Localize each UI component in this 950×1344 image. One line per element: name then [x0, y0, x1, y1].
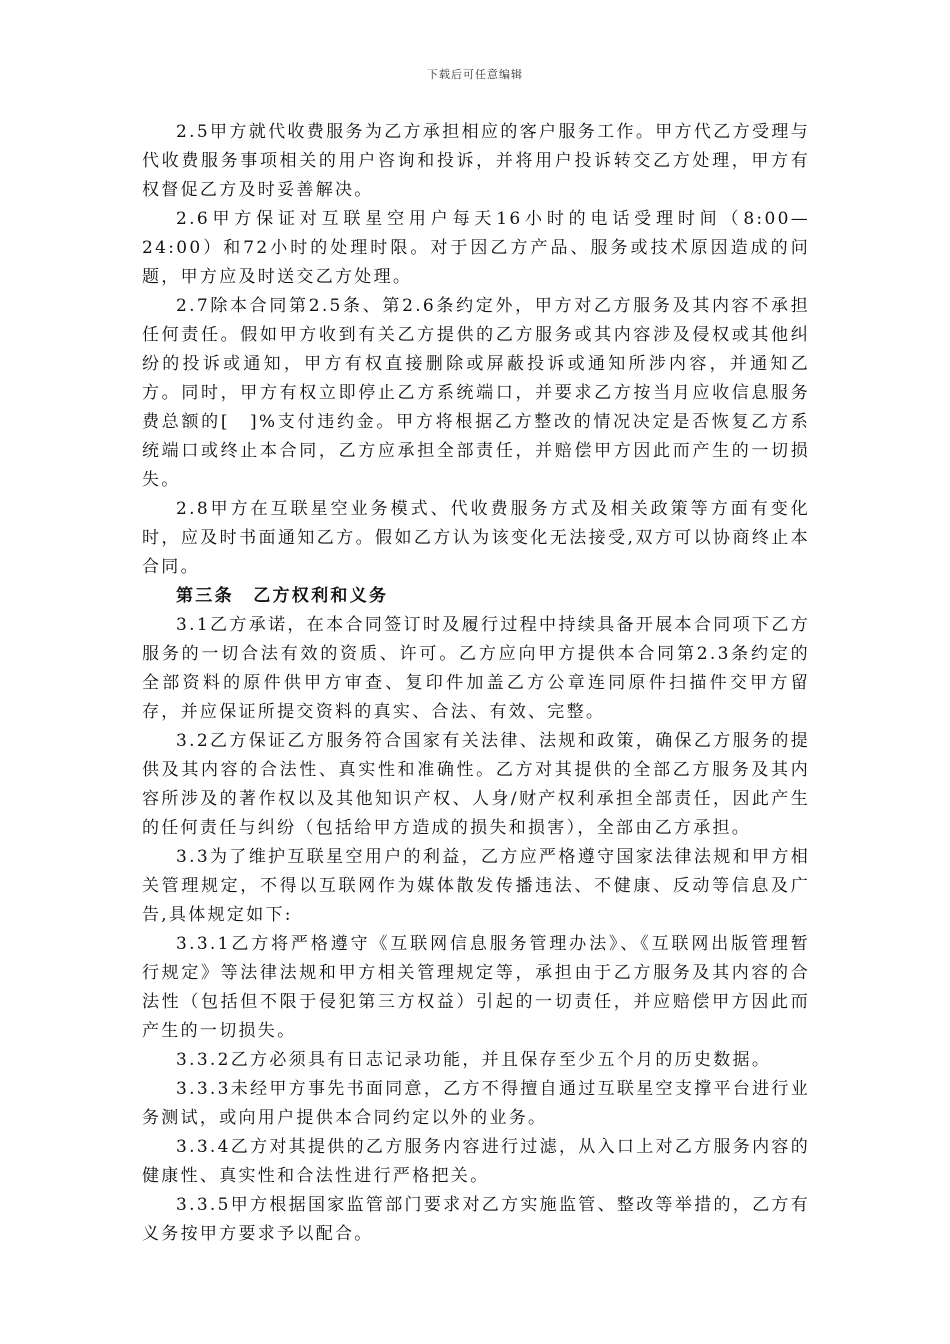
article-3-heading: 第三条 乙方权利和义务 [176, 586, 389, 606]
clause-3-1: 3.1乙方承诺，在本合同签订时及履行过程中持续具备开展本合同项下乙方服务的一切合法有效的资质、许可。乙方应向甲方提供本合同第2.3条约定的全部资料的原件供甲方审查、复印件加盖乙方公章连同原件扫描件交甲方留存，并应保证所提交资料的真实、合法、有效、完整。 [142, 615, 810, 722]
clause-3-3-1: 3.3.1乙方将严格遵守《互联网信息服务管理办法》、《互联网出版管理暂行规定》等法律法规和甲方相关管理规定等，承担由于乙方服务及其内容的合法性（包括但不限于侵犯第三方权益）引起的一切责任，并应赔偿甲方因此而产生的一切损失。 [142, 934, 810, 1041]
clause-3-3-2: 3.3.2乙方必须具有日志记录功能，并且保存至少五个月的历史数据。 [176, 1050, 772, 1070]
clause-3-3-5: 3.3.5甲方根据国家监管部门要求对乙方实施监管、整改等举措的，乙方有义务按甲方要求予以配合。 [142, 1195, 810, 1244]
clause-2-7: 2.7除本合同第2.5条、第2.6条约定外，甲方对乙方服务及其内容不承担任何责任。假如甲方收到有关乙方提供的乙方服务或其内容涉及侵权或其他纠纷的投诉或通知，甲方有权直接删除或屏蔽投诉或通知所涉内容，并通知乙方。同时，甲方有权立即停止乙方系统端口，并要求乙方按当月应收信息服务费总额的[ ]%支付违约金。甲方将根据乙方整改的情况决定是否恢复乙方系统端口或终止本合同，乙方应承担全部责任，并赔偿甲方因此而产生的一切损失。 [142, 296, 810, 490]
page-header-note: 下载后可任意编辑 [427, 68, 523, 81]
clause-3-3-4: 3.3.4乙方对其提供的乙方服务内容进行过滤，从入口上对乙方服务内容的健康性、真实性和合法性进行严格把关。 [142, 1137, 810, 1186]
clause-2-8: 2.8甲方在互联星空业务模式、代收费服务方式及相关政策等方面有变化时，应及时书面通知乙方。假如乙方认为该变化无法接受,双方可以协商终止本合同。 [142, 499, 810, 577]
clause-3-3: 3.3为了维护互联星空用户的利益，乙方应严格遵守国家法律法规和甲方相关管理规定，不得以互联网作为媒体散发传播违法、不健康、反动等信息及广告,具体规定如下: [142, 847, 810, 925]
clause-3-2: 3.2乙方保证乙方服务符合国家有关法律、法规和政策，确保乙方服务的提供及其内容的合法性、真实性和准确性。乙方对其提供的全部乙方服务及其内容所涉及的著作权以及其他知识产权、人身/财产权利承担全部责任，因此产生的任何责任与纠纷（包括给甲方造成的损失和损害），全部由乙方承担。 [142, 731, 810, 838]
clause-3-3-3: 3.3.3未经甲方事先书面同意，乙方不得擅自通过互联星空支撑平台进行业务测试，或向用户提供本合同约定以外的业务。 [142, 1079, 810, 1128]
clause-2-6: 2.6甲方保证对互联星空用户每天16小时的电话受理时间（8:00—24:00）和72小时的处理时限。对于因乙方产品、服务或技术原因造成的问题，甲方应及时送交乙方处理。 [142, 209, 810, 287]
document-body [142, 118, 810, 1249]
clause-2-5: 2.5甲方就代收费服务为乙方承担相应的客户服务工作。甲方代乙方受理与代收费服务事项相关的用户咨询和投诉，并将用户投诉转交乙方处理，甲方有权督促乙方及时妥善解决。 [142, 122, 810, 200]
